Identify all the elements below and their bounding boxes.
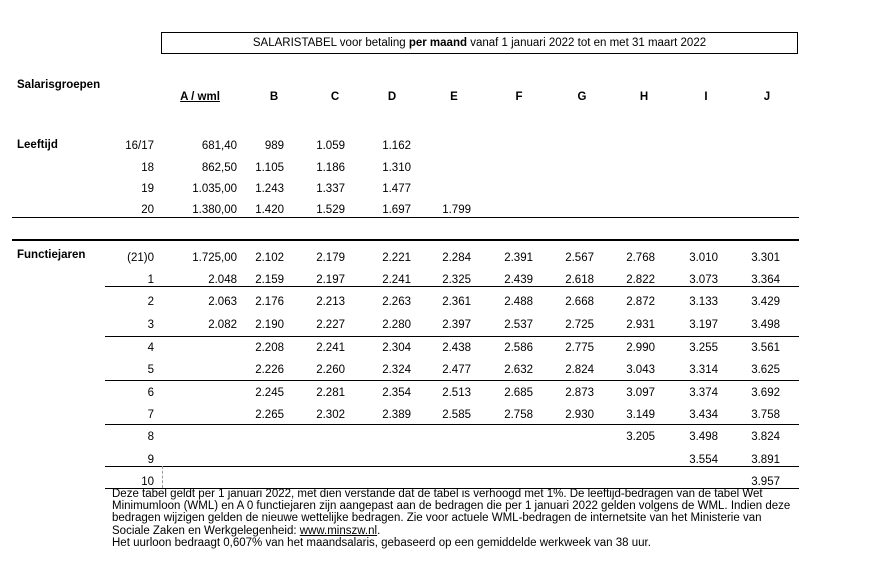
table-cell: 2.632: [504, 364, 533, 376]
table-cell: 2.585: [442, 409, 471, 421]
row-label: 2: [147, 296, 154, 308]
table-cell: 1.162: [382, 140, 411, 152]
table-cell: 2.513: [442, 387, 471, 399]
table-cell: 1.477: [382, 183, 411, 195]
table-cell: 2.537: [504, 319, 533, 331]
table-cell: 2.488: [504, 296, 533, 308]
table-cell: 1.420: [255, 204, 284, 216]
table-cell: 2.397: [442, 319, 471, 331]
table-cell: 1.059: [316, 140, 345, 152]
note-uurloon: Het uurloon bedraagt 0,607% van het maandsalaris, gebaseerd op een gemiddelde werkweek van 38 uur.: [112, 536, 651, 549]
table-cell: 2.190: [255, 319, 284, 331]
table-cell: 2.768: [626, 252, 655, 264]
label-leeftijd: Leeftijd: [17, 139, 58, 151]
table-cell: 2.241: [316, 342, 345, 354]
table-cell: 2.775: [565, 342, 594, 354]
divider-row: [105, 286, 799, 287]
column-header-i: I: [704, 91, 708, 103]
column-header-b: B: [269, 91, 279, 103]
table-cell: 2.325: [442, 274, 471, 286]
table-cell: 3.133: [689, 296, 718, 308]
column-header-c: C: [330, 91, 340, 103]
table-cell: 2.872: [626, 296, 655, 308]
table-cell: 3.891: [751, 454, 780, 466]
table-cell: 2.281: [316, 387, 345, 399]
table-cell: 2.241: [382, 274, 411, 286]
row-label: 1: [147, 274, 154, 286]
table-cell: 2.477: [442, 364, 471, 376]
table-cell: 2.389: [382, 409, 411, 421]
column-header-a: A / wml: [180, 91, 220, 103]
table-cell: 2.197: [316, 274, 345, 286]
title-pre: SALARISTABEL voor betaling: [252, 37, 409, 49]
row-label: 3: [147, 319, 154, 331]
title-post: vanaf 1 januari 2022 tot en met 31 maart 2022: [467, 37, 707, 49]
table-cell: 2.438: [442, 342, 471, 354]
table-cell: 2.685: [504, 387, 533, 399]
table-cell: 2.822: [626, 274, 655, 286]
table-cell: 3.255: [689, 342, 718, 354]
table-cell: 1.725,00: [192, 252, 237, 264]
row-label: 6: [147, 387, 154, 399]
table-cell: 2.873: [565, 387, 594, 399]
table-cell: 2.176: [255, 296, 284, 308]
table-cell: 1.243: [255, 183, 284, 195]
column-header-e: E: [450, 91, 458, 103]
table-cell: 3.692: [751, 387, 780, 399]
table-cell: 3.197: [689, 319, 718, 331]
table-cell: 2.304: [382, 342, 411, 354]
ministry-link[interactable]: www.minszw.nl: [299, 524, 378, 537]
table-cell: 3.314: [689, 364, 718, 376]
table-cell: 3.073: [689, 274, 718, 286]
table-cell: 3.498: [751, 319, 780, 331]
table-cell: 2.245: [255, 387, 284, 399]
note-text: Deze tabel geldt per 1 januari 2022, met dien verstande dat de tabel is verhoogd met 1%. De leeftijd-bedragen van de tabel Wet Minimumloon (WML) en A 0 functiejaren zijn aangepast aan de bedragen die per 1 januari 2022 gelden volgens de WML. Indien deze bedragen wijzigen gelden de nieuwe wettelijke bedragen. Zie voor actuele WML-bedragen de internetsite van het Ministerie van Sociale Zaken en Werkgelegenheid:: [112, 488, 791, 537]
note-text-end: .: [377, 524, 381, 537]
table-cell: 2.668: [565, 296, 594, 308]
table-cell: 2.567: [565, 252, 594, 264]
table-cell: 2.082: [208, 319, 237, 331]
cell-gridline: [162, 466, 163, 488]
table-cell: 3.758: [751, 409, 780, 421]
table-cell: 2.931: [626, 319, 655, 331]
table-cell: 3.957: [751, 476, 780, 488]
label-functiejaren: Functiejaren: [17, 249, 86, 261]
table-cell: 2.263: [382, 296, 411, 308]
row-label: 9: [147, 454, 154, 466]
row-label: 20: [141, 204, 154, 216]
table-cell: 3.498: [689, 431, 718, 443]
divider-leeftijd-bottom: [12, 217, 799, 218]
table-cell: 1.380,00: [192, 204, 237, 216]
table-cell: 3.149: [626, 409, 655, 421]
table-cell: 1.529: [316, 204, 345, 216]
table-cell: 3.625: [751, 364, 780, 376]
table-cell: 2.226: [255, 364, 284, 376]
table-cell: 862,50: [201, 162, 237, 174]
table-cell: 3.301: [751, 252, 780, 264]
table-cell: 2.302: [316, 409, 345, 421]
table-cell: 2.391: [504, 252, 533, 264]
label-salarisgroepen: Salarisgroepen: [17, 79, 101, 91]
table-cell: 3.205: [626, 431, 655, 443]
divider-row: [105, 336, 799, 337]
table-cell: 2.586: [504, 342, 533, 354]
row-label: 18: [141, 162, 154, 174]
table-cell: 3.374: [689, 387, 718, 399]
column-header-g: G: [577, 91, 587, 103]
table-cell: 2.930: [565, 409, 594, 421]
table-title: [161, 32, 798, 54]
table-cell: 681,40: [201, 140, 237, 152]
row-label: 5: [147, 364, 154, 376]
row-label: 19: [141, 183, 154, 195]
footnotes: [112, 488, 792, 549]
table-cell: 2.824: [565, 364, 594, 376]
table-cell: 2.618: [565, 274, 594, 286]
table-cell: 3.434: [689, 409, 718, 421]
table-cell: 3.043: [626, 364, 655, 376]
table-cell: 1.337: [316, 183, 345, 195]
table-cell: 1.799: [442, 204, 471, 216]
table-cell: 1.697: [382, 204, 411, 216]
column-header-j: J: [763, 91, 771, 103]
table-cell: 3.554: [689, 454, 718, 466]
table-cell: 2.265: [255, 409, 284, 421]
table-cell: 3.429: [751, 296, 780, 308]
table-cell: 2.439: [504, 274, 533, 286]
table-cell: 3.824: [751, 431, 780, 443]
table-cell: 2.048: [208, 274, 237, 286]
table-cell: 2.990: [626, 342, 655, 354]
table-cell: 2.324: [382, 364, 411, 376]
table-cell: 3.097: [626, 387, 655, 399]
table-cell: 1.035,00: [192, 183, 237, 195]
table-cell: 2.221: [382, 252, 411, 264]
table-cell: 1.310: [382, 162, 411, 174]
table-cell: 2.260: [316, 364, 345, 376]
column-header-d: D: [387, 91, 397, 103]
row-label: 10: [141, 476, 154, 488]
divider-row: [105, 380, 799, 381]
divider-row: [105, 424, 799, 425]
row-label: 7: [147, 409, 154, 421]
table-cell: 3.010: [689, 252, 718, 264]
table-cell: 989: [264, 140, 284, 152]
table-cell: 2.354: [382, 387, 411, 399]
title-bold: per maand: [408, 37, 468, 49]
table-cell: 2.213: [316, 296, 345, 308]
table-cell: 2.280: [382, 319, 411, 331]
table-cell: 2.725: [565, 319, 594, 331]
column-header-h: H: [639, 91, 649, 103]
divider-functiejaren-top: [12, 239, 799, 241]
table-cell: 2.361: [442, 296, 471, 308]
table-cell: 3.561: [751, 342, 780, 354]
row-label: (21)0: [127, 252, 154, 264]
divider-row: [105, 466, 799, 467]
table-cell: 1.186: [316, 162, 345, 174]
table-cell: 1.105: [255, 162, 284, 174]
table-cell: 2.179: [316, 252, 345, 264]
table-cell: 3.364: [751, 274, 780, 286]
table-cell: 2.758: [504, 409, 533, 421]
table-cell: 2.208: [255, 342, 284, 354]
row-label: 4: [147, 342, 154, 354]
table-cell: 2.159: [255, 274, 284, 286]
table-cell: 2.102: [255, 252, 284, 264]
table-cell: 2.227: [316, 319, 345, 331]
table-cell: 2.284: [442, 252, 471, 264]
row-label: 16/17: [125, 140, 154, 152]
row-label: 8: [147, 431, 154, 443]
column-header-f: F: [515, 91, 523, 103]
table-cell: 2.063: [208, 296, 237, 308]
